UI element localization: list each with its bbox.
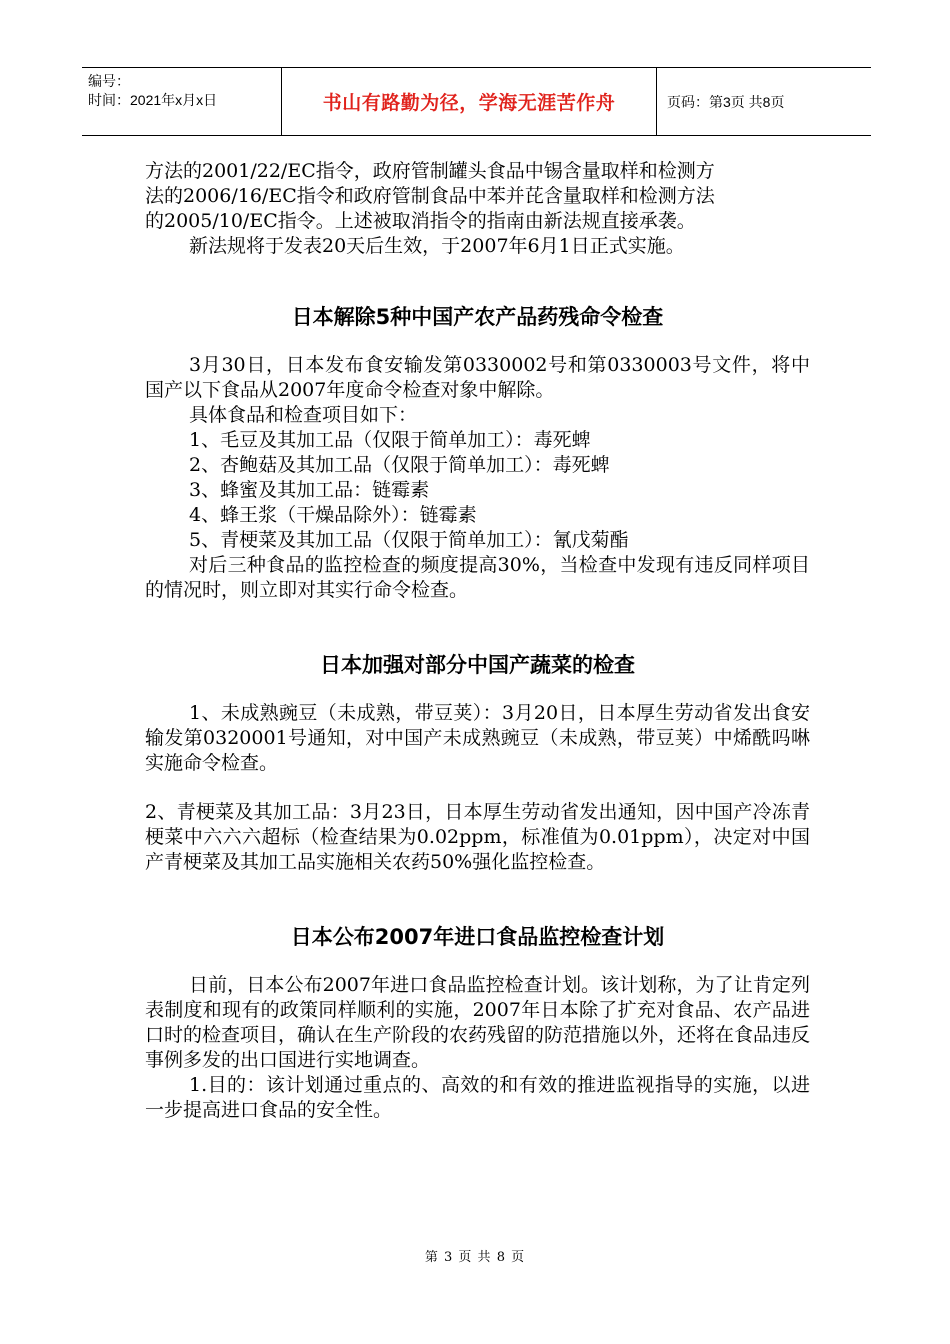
paragraph: 2、青梗菜及其加工品：3月23日，日本厚生劳动省发出通知，因中国产冷冻青梗菜中六六六超标（检查结果为0.02ppm，标准值为0.01ppm），决定对中国产青梗菜及其加工品实施相关农药50%强化监控检查。 — [145, 801, 810, 873]
paragraph: 1、未成熟豌豆（未成熟，带豆荚）：3月20日，日本厚生劳动省发出食安输发第0320001号通知，对中国产未成熟豌豆（未成熟，带豆荚）中烯酰吗啉实施命令检查。 — [145, 702, 810, 774]
page-footer: 第 3 页 共 8 页 — [424, 1250, 526, 1265]
section-title: 日本解除5种中国产农产品药残命令检查 — [291, 305, 664, 329]
list-item: 3、蜂蜜及其加工品：链霉素 — [189, 479, 430, 501]
date-label: 时间：2021年x月x日 — [88, 92, 218, 108]
effective-date-paragraph: 新法规将于发表20天后生效，于2007年6月1日正式实施。 — [189, 235, 685, 257]
paragraph: 对后三种食品的监控检查的频度提高30%，当检查中发现有违反同样项目的情况时，则立即对其实行命令检查。 — [145, 554, 810, 601]
paragraph: 具体食品和检查项目如下： — [189, 404, 418, 426]
intro-line: 的2005/10/EC指令。上述被取消指令的指南由新法规直接承袭。 — [145, 210, 696, 232]
paragraph: 3月30日，日本发布食安输发第0330002号和第0330003号文件，将中国产以下食品从2007年度命令检查对象中解除。 — [145, 354, 810, 401]
list-item: 2、杏鲍菇及其加工品（仅限于简单加工）：毒死蜱 — [189, 454, 610, 476]
paragraph: 1.目的：该计划通过重点的、高效的和有效的推进监视指导的实施，以进一步提高进口食品的安全性。 — [145, 1074, 810, 1121]
intro-line: 法的2006/16/EC指令和政府管制食品中苯并芘含量取样和检测方法 — [145, 185, 715, 207]
paragraph: 日前，日本公布2007年进口食品监控检查计划。该计划称，为了让肯定列表制度和现有的政策同样顺利的实施，2007年日本除了扩充对食品、农产品进口时的检查项目，确认在生产阶段的农药残留的防范措施以外，还将在食品违反事例多发的出口国进行实地调查。 — [145, 974, 811, 1071]
number-label: 编号： — [88, 73, 130, 89]
header-meta — [82, 68, 282, 135]
header-page-info: 页码：第3页 共8页 — [667, 93, 785, 110]
intro-line: 方法的2001/22/EC指令，政府管制罐头食品中锡含量取样和检测方 — [145, 160, 715, 182]
page-header — [82, 67, 871, 136]
document-body — [145, 159, 810, 1123]
section-title: 日本公布2007年进口食品监控检查计划 — [290, 925, 665, 949]
section-title: 日本加强对部分中国产蔬菜的检查 — [320, 653, 635, 677]
list-item: 1、毛豆及其加工品（仅限于简单加工）：毒死蜱 — [189, 429, 591, 451]
list-item: 5、青梗菜及其加工品（仅限于简单加工）：氰戊菊酯 — [189, 529, 629, 551]
header-motto: 书山有路勤为径，学海无涯苦作舟 — [282, 68, 657, 135]
list-item: 4、蜂王浆（干燥品除外）：链霉素 — [189, 504, 477, 526]
